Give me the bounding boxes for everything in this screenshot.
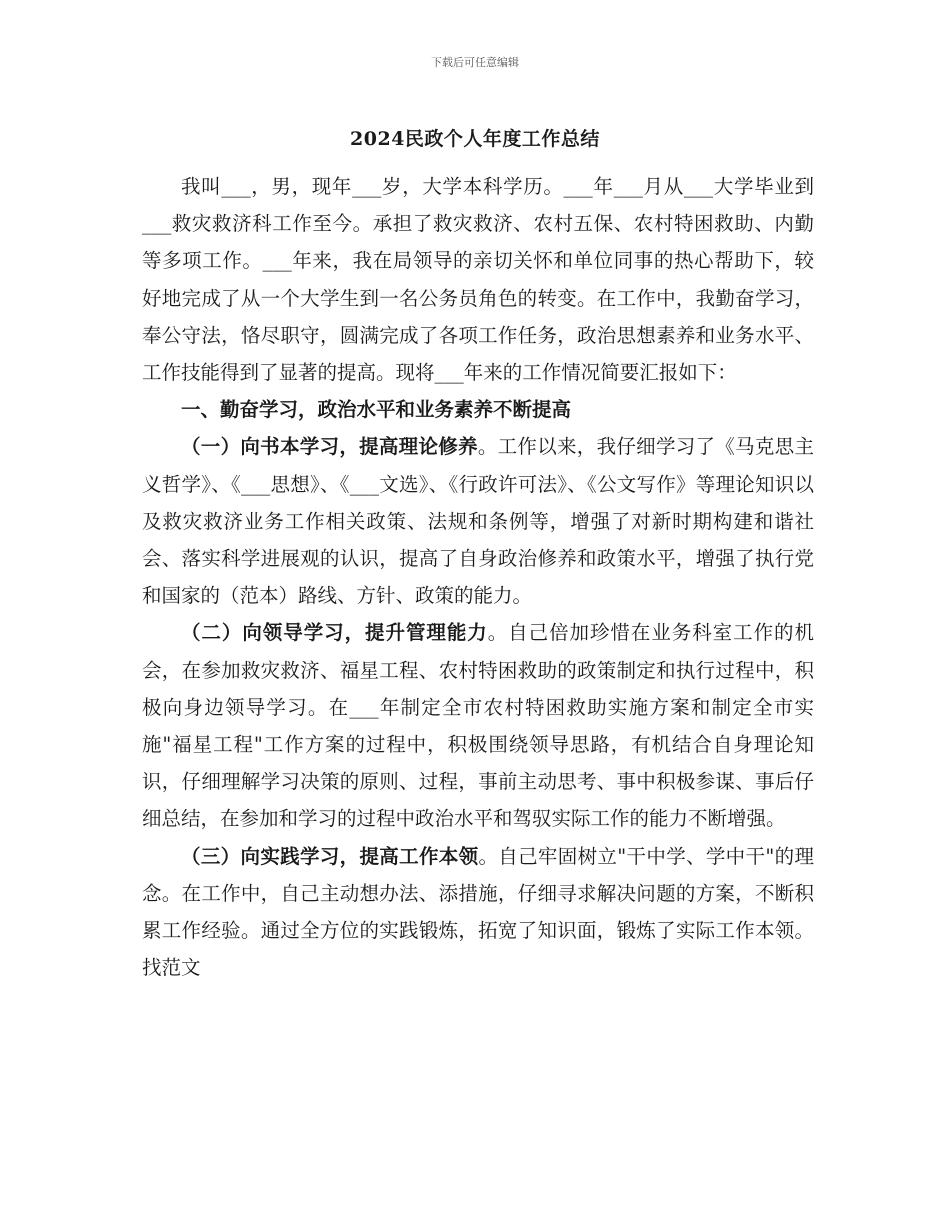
paragraph-1 xyxy=(142,428,814,614)
header-note: 下载后可任意编辑 xyxy=(431,56,519,69)
document-body xyxy=(142,168,814,986)
intro-paragraph: 我叫___，男，现年___岁，大学本科学历。___年___月从___大学毕业到___救灾救济科工作至今。承担了救灾救济、农村五保、农村特困救助、内勤等多项工作。___年来，我在局领导的亲切关怀和单位同事的热心帮助下，较好地完成了从一个大学生到一名公务员角色的转变。在工作中，我勤奋学习，奉公守法，恪尽职守，圆满完成了各项工作任务，政治思想素养和业务水平、工作技能得到了显著的提高。现将___年来的工作情况简要汇报如下： xyxy=(142,175,814,385)
paragraph-2-text: 。自己倍加珍惜在业务科室工作的机会，在参加救灾救济、福星工程、农村特困救助的政策制定和执行过程中，积极向身边领导学习。在___年制定全市农村特困救助实施方案和制定全市实施"福星工程"工作方案的过程中，积极围绕领导思路，有机结合自身理论知识，仔细理解学习决策的原则、过程，事前主动思考、事中积极参谋、事后仔细总结，在参加和学习的过程中政治水平和驾驭实际工作的能力不断增强。 xyxy=(142,621,814,831)
paragraph-2-heading: （二）向领导学习，提升管理能力 xyxy=(181,621,488,645)
document-title: 2024民政个人年度工作总结 xyxy=(350,128,600,150)
paragraph-1-text: 。工作以来，我仔细学习了《马克思主义哲学》、《___思想》、《___文选》、《行政许可法》、《公文写作》等理论知识以及救灾救济业务工作相关政策、法规和条例等，增强了对新时期构建和谐社会、落实科学进展观的认识，提高了自身政治修养和政策水平，增强了执行党和国家的（范本）路线、方针、政策的能力。 xyxy=(142,435,814,608)
paragraph-3-heading: （三）向实践学习，提高工作本领 xyxy=(181,844,479,868)
paragraph-3 xyxy=(142,838,814,987)
paragraph-1-heading: （一）向书本学习，提高理论修养 xyxy=(181,435,478,459)
section-heading-1: 一、勤奋学习，政治水平和业务素养不断提高 xyxy=(181,398,572,422)
paragraph-3-text: 。自己牢固树立"干中学、学中干"的理念。在工作中，自己主动想办法、添措施，仔细寻求解决问题的方案，不断积累工作经验。通过全方位的实践锻炼，拓宽了知识面，锻炼了实际工作本领。找范文 xyxy=(142,844,814,980)
paragraph-2 xyxy=(142,614,814,837)
